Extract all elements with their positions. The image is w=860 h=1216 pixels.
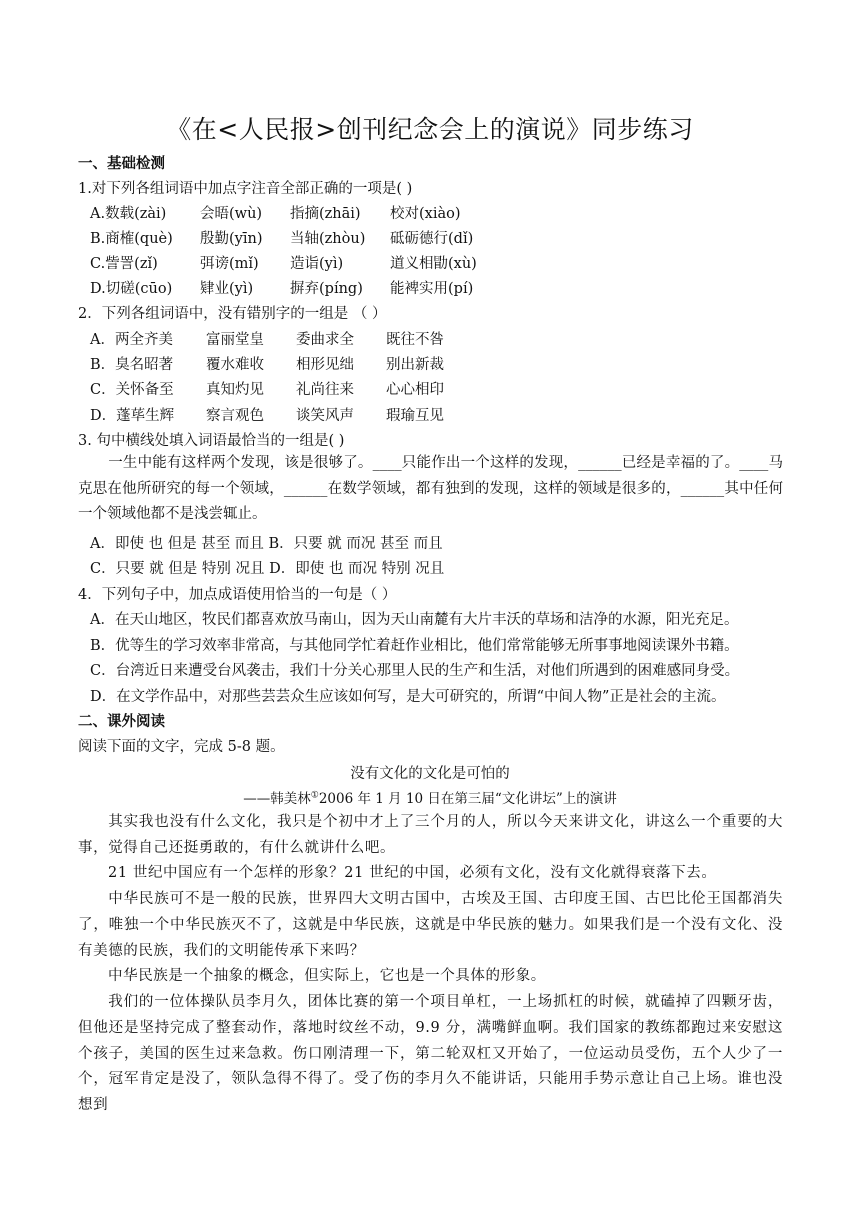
essay-paragraph-2 <box>78 861 783 887</box>
option-word: 既往不咎 <box>386 332 444 348</box>
option-word: 指摘(zhāi) <box>290 206 361 222</box>
question-4-stem: 4．下列句子中，加点成语使用恰当的一句是（ ） <box>78 587 397 603</box>
byline-author: ——韩美林 <box>243 791 311 807</box>
paragraph-text: 中华民族可不是一般的民族，世界四大文明古国中，古埃及王国、古印度王国、古巴比伦王国都消失了，唯独一个中华民族灭不了，这就是中华民族，这就是中华民族的魅力。如果我们是一个没有文化、没有美德的民族，我们的文明能传承下来吗？ <box>78 891 783 959</box>
question-2-option-d <box>90 404 506 425</box>
option-word: 道义相勖(xù) <box>390 256 477 272</box>
question-1-stem: 1.对下列各组词语中加点字注音全部正确的一项是( ) <box>78 181 413 197</box>
option-word: A.数载(zài) <box>90 206 167 222</box>
question-2-option-a <box>90 328 506 349</box>
option-word: 谈笑风声 <box>296 408 354 424</box>
essay-paragraph-4 <box>78 964 783 990</box>
question-3-stem: 3. 句中横线处填入词语最恰当的一组是( ) <box>78 433 345 449</box>
essay-paragraph-5 <box>78 990 783 1119</box>
option-word: 弭谤(mǐ) <box>200 256 259 272</box>
paragraph-text: 其实我也没有什么文化，我只是个初中才上了三个月的人，所以今天来讲文化，讲这么一个重要的大事，觉得自己还挺勇敢的，有什么就讲什么吧。 <box>78 814 783 856</box>
paragraph-text: 我们的一位体操队员李月久，团体比赛的第一个项目单杠，一上场抓杠的时候，就磕掉了四颗牙齿，但他还是坚持完成了整套动作，落地时纹丝不动，9.9 分，满嘴鲜血啊。我们国家的教练都跑过来安慰这个孩子，美国的医生过来急救。伤口刚清理一下，第二轮双杠又开始了，一位运动员受伤，五个人少了一个，冠军肯定是没了，领队急得不得了。受了伤的李月久不能讲话，只能用手势示意让自己上场。谁也没想到 <box>78 994 783 1114</box>
page-title: 《在<人民报>创刊纪念会上的演说》同步练习 <box>166 115 694 144</box>
option-word: 心心相印 <box>386 382 444 398</box>
essay-title: 没有文化的文化是可怕的 <box>350 766 510 782</box>
footnote-marker: ① <box>310 790 319 801</box>
option-word: 礼尚往来 <box>296 382 354 398</box>
option-word: D.切磋(cūo) <box>90 281 173 297</box>
question-4-option-c: C．台湾近日来遭受台风袭击，我们十分关心那里人民的生产和生活，对他们所遇到的困难感同身受。 <box>90 663 740 679</box>
option-word: 会晤(wù) <box>200 206 263 222</box>
option-word: 瑕瑜互见 <box>386 408 444 424</box>
paragraph-text: 中华民族是一个抽象的概念，但实际上，它也是一个具体的形象。 <box>108 968 546 984</box>
option-word: 造诣(yì) <box>290 256 344 272</box>
option-word: 委曲求全 <box>296 332 354 348</box>
reading-instruction: 阅读下面的文字，完成 5-8 题。 <box>78 739 285 755</box>
question-3-passage <box>78 451 783 528</box>
option-word: B.商榷(què) <box>90 231 173 247</box>
option-word: 察言观色 <box>206 408 264 424</box>
question-1-option-a <box>90 202 530 223</box>
question-1-option-d <box>90 277 530 298</box>
question-4-option-b: B．优等生的学习效率非常高，与其他同学忙着赶作业相比，他们常常能够无所事事地阅读课外书籍。 <box>90 638 739 654</box>
option-word: 真知灼见 <box>206 382 264 398</box>
essay-paragraph-3 <box>78 887 783 964</box>
option-word: C.訾詈(zǐ) <box>90 256 158 272</box>
option-word: 摒弃(píng) <box>290 281 363 297</box>
option-word: 别出新裁 <box>386 357 444 373</box>
passage-text: 一生中能有这样两个发现，该是很够了。____只能作出一个这样的发现，______已经是幸福的了。____马克思在他所研究的每一个领域，______在数学领域，都有独到的发现，这样的领域是很多的，______其中任何一个领域他都不是浅尝辄止。 <box>78 455 783 522</box>
question-2-option-b <box>90 353 506 374</box>
question-4-option-a: A．在天山地区，牧民们都喜欢放马南山，因为天山南麓有大片丰沃的草场和洁净的水源，阳光充足。 <box>90 612 739 628</box>
question-1-option-b <box>90 227 530 248</box>
option-word: 当轴(zhòu) <box>290 231 366 247</box>
option-word: C．关怀备至 <box>90 382 174 398</box>
question-2-option-c <box>90 378 506 399</box>
option-word: 覆水难收 <box>206 357 264 373</box>
question-3-options-ab: A．即使 也 但是 甚至 而且 B．只要 就 而况 甚至 而且 <box>90 536 443 552</box>
option-word: 相形见绌 <box>296 357 354 373</box>
option-word: B．臭名昭著 <box>90 357 174 373</box>
option-word: 校对(xiào) <box>390 206 461 222</box>
option-word: 富丽堂皇 <box>206 332 264 348</box>
essay-paragraph-1 <box>78 810 783 862</box>
section-heading-basic: 一、基础检测 <box>78 156 165 172</box>
option-word: A．两全齐美 <box>90 332 173 348</box>
option-word: 肄业(yì) <box>200 281 254 297</box>
paragraph-text: 21 世纪中国应有一个怎样的形象？21 世纪的中国，必须有文化，没有文化就得衰落下去。 <box>108 865 717 881</box>
option-word: D．蓬荜生辉 <box>90 408 175 424</box>
question-4-option-d: D．在文学作品中，对那些芸芸众生应该如何写，是大可研究的，所谓“中间人物”正是社会的主流。 <box>90 689 726 705</box>
question-2-stem: 2．下列各组词语中，没有错别字的一组是 （ ） <box>78 306 387 322</box>
option-word: 能裨实用(pí) <box>390 281 474 297</box>
option-word: 殷勤(yīn) <box>200 231 263 247</box>
essay-byline <box>0 787 860 807</box>
question-1-option-c <box>90 252 530 273</box>
question-3-options-cd: C．只要 就 但是 特别 况且 D．即使 也 而况 特别 况且 <box>90 561 445 577</box>
option-word: 砥砺德行(dǐ) <box>390 231 474 247</box>
section-heading-reading: 二、课外阅读 <box>78 714 165 730</box>
byline-event: 2006 年 1 月 10 日在第三届“文化讲坛”上的演讲 <box>318 791 617 807</box>
